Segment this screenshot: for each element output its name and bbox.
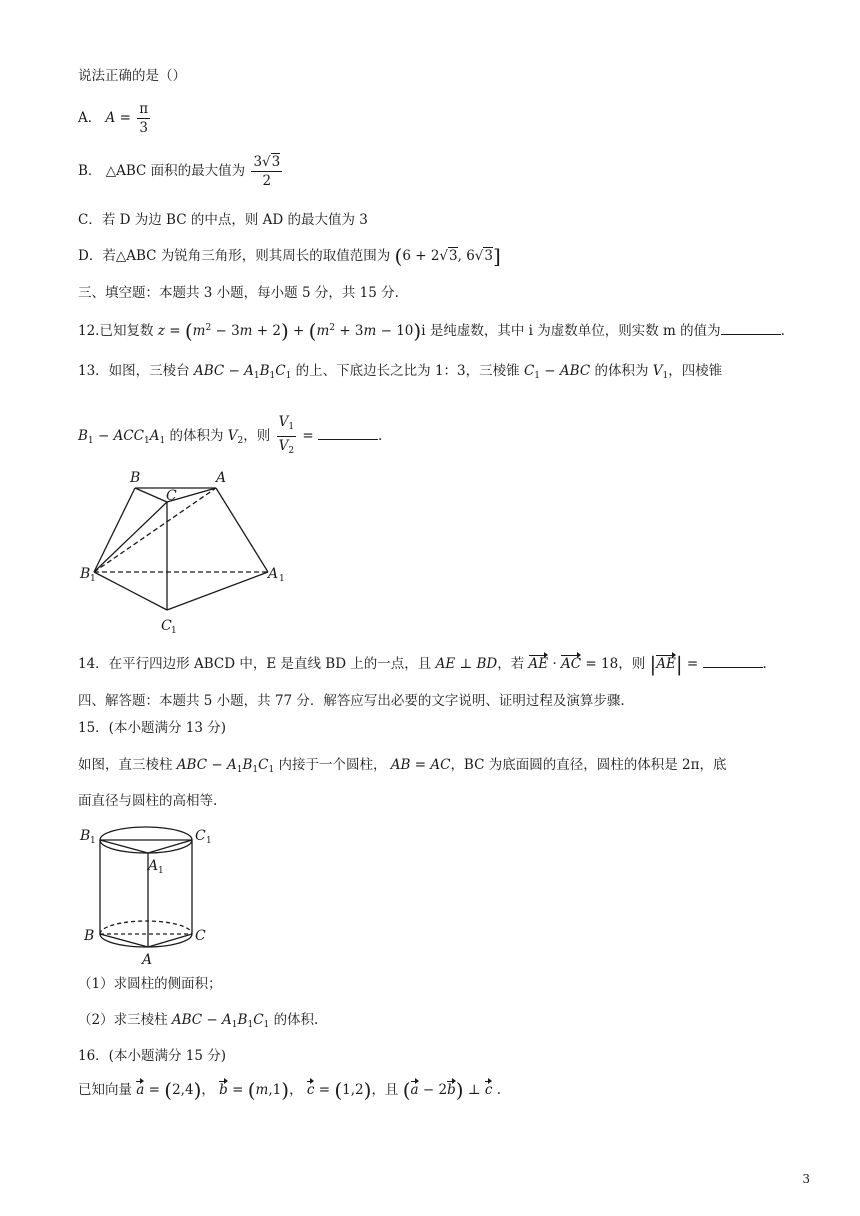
q13-ratio-text: 的上、下底边长之比为 1：3，三棱锥	[295, 363, 520, 379]
q15-mid2: ，BC 为底面圆的直径，圆柱的体积是	[450, 757, 678, 773]
label-a1: A	[148, 858, 159, 874]
q15-part-2: （2）求三棱柱 ABC − $A_1B_1C_1$ 的体积.	[78, 1012, 319, 1030]
q12-suffix: 是纯虚数，其中 i 为虚数单位，则实数 m 的值为	[429, 323, 721, 339]
q16-header: 16．(本小题满分 15 分)	[78, 1048, 226, 1064]
label-b1: B	[80, 828, 91, 844]
label-b1: B	[80, 566, 91, 582]
q16-prefix: 已知向量	[78, 1082, 132, 1098]
q11-option-c: C．若 D 为边 BC 的中点，则 AD 的最大值为 3	[78, 212, 368, 228]
q15-part2-prefix: （2）求三棱柱	[78, 1012, 168, 1028]
q14-then: ，则	[618, 656, 646, 672]
label-b: B	[130, 470, 141, 486]
section-4-heading: 四、解答题：本题共 5 小题，共 77 分．解答应写出必要的文字说明、证明过程及演算步骤.	[78, 693, 625, 709]
q13-line2-volume: 的体积为	[169, 428, 224, 444]
svg-text:1: 1	[90, 836, 96, 846]
q15-prefix: 如图，直三棱柱	[78, 757, 173, 773]
answer-blank	[703, 655, 763, 668]
q12-prefix: 12.已知复数	[78, 323, 154, 339]
q13-line-1: 13．如图，三棱台 ABC − $A_1B_1C_1$ 的上、下底边长之比为 1：3，三棱锥 $C_1$ − ABC 的体积为 $V_1$，四棱锥	[78, 363, 723, 381]
q15-header: 15．(本小题满分 13 分)	[78, 720, 226, 736]
q11-stem-tail: 说法正确的是（）	[78, 68, 186, 84]
q13-then: ，则	[243, 428, 271, 444]
q14-prefix: 14．在平行四边形 ABCD 中，E 是直线 BD 上的一点，且	[78, 656, 432, 672]
q11-option-d: D．若△ABC 为锐角三角形，则其周长的取值范围为 (6 + 2√3, 6√3]	[78, 244, 501, 268]
svg-text:1: 1	[171, 626, 177, 636]
q13-line-2: $B_1 - ACC_1A_1$ 的体积为 $V_2$，则 $\frac{V_1}{V_2}$ = .	[78, 413, 382, 460]
q11-b-label: B．	[78, 163, 102, 179]
q11-option-b	[78, 153, 284, 190]
area-max-fraction: $\frac{3√3}{2}$	[253, 154, 281, 189]
label-a1: A	[268, 566, 279, 582]
label-c: C	[166, 488, 177, 504]
q13-volume-text: 的体积为	[594, 363, 649, 379]
volume-ratio-fraction: $\frac{V_1}{V_2}$	[278, 414, 295, 456]
svg-text:1: 1	[90, 574, 96, 584]
label-b: B	[84, 928, 95, 944]
q15-part-1: （1）求圆柱的侧面积；	[78, 976, 222, 992]
q12: 12.已知复数 $z = (m^2 - 3m + 2) + (m^2 + 3m - 10)i$ 是纯虚数，其中 i 为虚数单位，则实数 m 的值为 .	[78, 319, 785, 343]
q16-line-1: 已知向量 a = (2,4)， b = (m,1)， c = (1,2)，且 (a − 2b) ⊥ c .	[78, 1078, 501, 1102]
q15-line-2: 面直径与圆柱的高相等.	[78, 793, 218, 809]
svg-text:1: 1	[206, 836, 212, 846]
svg-text:1: 1	[158, 866, 164, 876]
q13-prefix: 13．如图，三棱台	[78, 363, 190, 379]
q15-line-1: 如图，直三棱柱 ABC − $A_1B_1C_1$ 内接于一个圆柱， AB = AC，BC 为底面圆的直径，圆柱的体积是 2π，底	[78, 757, 727, 775]
q14: 14．在平行四边形 ABCD 中，E 是直线 BD 上的一点，且 AE ⊥ BD，若 AE · AC = 18，则 |AE| = .	[78, 652, 767, 676]
svg-text:1: 1	[279, 574, 285, 584]
page-number: 3	[802, 1172, 810, 1186]
frustum-figure	[72, 464, 302, 640]
pi-over-3-fraction: $\frac{\pi}{3}$	[139, 101, 149, 136]
cylinder-figure	[76, 820, 226, 970]
q11-option-a: A． A = $\frac{\pi}{3}$	[78, 101, 149, 136]
q13-line1-suffix: ，四棱锥	[668, 363, 723, 379]
q15-suffix: ，底	[699, 757, 727, 773]
label-c: C	[195, 928, 206, 944]
section-3-heading: 三、填空题：本题共 3 小题，每小题 5 分，共 15 分.	[78, 285, 399, 301]
q15-mid: 内接于一个圆柱，	[278, 757, 387, 773]
answer-blank	[721, 322, 781, 335]
q15-part2-suffix: 的体积.	[273, 1012, 319, 1028]
label-c1: C	[195, 828, 206, 844]
label-a: A	[216, 470, 227, 486]
answer-blank	[318, 427, 378, 440]
label-c1: C	[161, 618, 172, 634]
q11-d-label: D．若△ABC 为锐角三角形，则其周长的取值范围为	[78, 248, 391, 264]
q11-b-text: △ABC 面积的最大值为	[105, 163, 246, 179]
q11-a-label: A．	[78, 110, 102, 126]
q14-mid: ，若	[497, 656, 525, 672]
label-a: A	[142, 952, 153, 968]
